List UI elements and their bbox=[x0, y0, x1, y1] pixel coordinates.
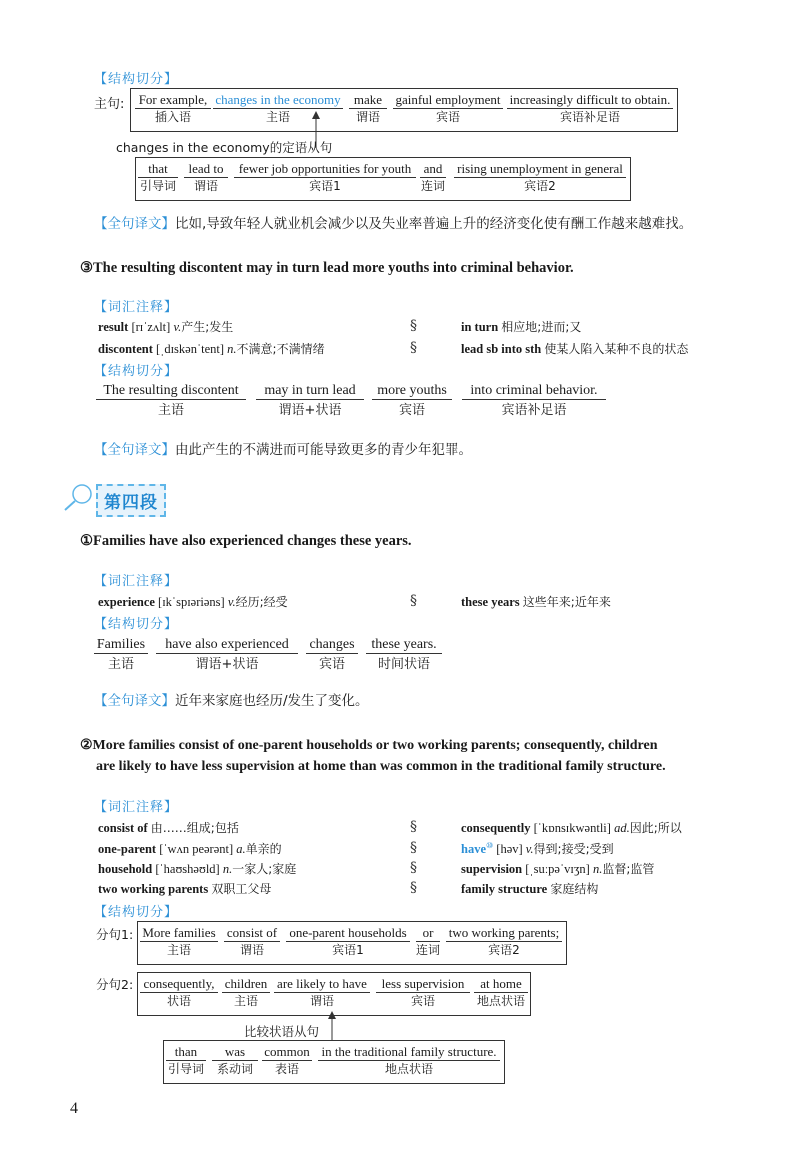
clause-2-label: 分句2: bbox=[96, 977, 134, 992]
translation: 【全句译文】近年来家庭也经历/发生了变化。 bbox=[94, 693, 369, 709]
vocab-item: result [rɪˈzʌlt] v.产生;发生 bbox=[98, 320, 234, 334]
segment: or 连词 bbox=[416, 925, 441, 957]
magnifier-icon bbox=[62, 482, 96, 512]
segment: Families 主语 bbox=[94, 636, 148, 676]
segment: rising unemployment in general 宾语2 bbox=[454, 160, 626, 195]
segment: consequently, 状语 bbox=[140, 975, 218, 1010]
divider: § bbox=[410, 880, 417, 896]
segment: consist of 谓语 bbox=[224, 924, 280, 959]
main-clause-label: 主句: bbox=[94, 97, 125, 112]
segment: make 谓语 bbox=[349, 91, 387, 126]
structure-row bbox=[94, 636, 454, 680]
segment: one-parent households 宾语1 bbox=[286, 924, 410, 959]
vocab-label: 【词汇注释】 bbox=[94, 300, 179, 315]
segment: More families 主语 bbox=[140, 924, 218, 959]
vocab-item: lead sb into sth 使某人陷入某种不良的状态 bbox=[461, 342, 689, 356]
segment: these years. 时间状语 bbox=[366, 636, 442, 676]
vocab-item: family structure 家庭结构 bbox=[461, 882, 599, 896]
vocab-item: one-parent [ˈwʌn peərənt] a.单亲的 bbox=[98, 842, 282, 856]
segment: into criminal behavior. 宾语补足语 bbox=[462, 382, 606, 422]
vocab-label: 【词汇注释】 bbox=[94, 574, 179, 589]
clause-1-box bbox=[137, 921, 567, 965]
segment: For example, 插入语 bbox=[135, 91, 211, 126]
arrow-up-icon bbox=[322, 1000, 342, 1040]
sentence-heading: ③The resulting discontent may in turn lead more youths into criminal behavior. bbox=[80, 260, 574, 276]
divider: § bbox=[410, 840, 417, 856]
vocab-item: two working parents 双职工父母 bbox=[98, 882, 272, 896]
divider: § bbox=[410, 593, 417, 609]
segment: at home 地点状语 bbox=[474, 975, 528, 1010]
sentence-heading: ②More families consist of one-parent households or two working parents; consequently, children bbox=[80, 738, 658, 753]
divider: § bbox=[410, 819, 417, 835]
vocab-item: consist of 由……组成;包括 bbox=[98, 821, 239, 835]
vocab-item: these years 这些年来;近年来 bbox=[461, 595, 611, 609]
divider: § bbox=[410, 318, 417, 334]
vocab-label: 【词汇注释】 bbox=[94, 800, 179, 815]
segment: that 引导词 bbox=[139, 161, 176, 193]
vocab-item: discontent [ˌdɪskənˈtent] n.不满意;不满情绪 bbox=[98, 342, 325, 356]
comparative-clause-box bbox=[163, 1040, 505, 1084]
divider: § bbox=[410, 340, 417, 356]
segment: in the traditional family structure. 地点状语 bbox=[318, 1043, 500, 1078]
structure-label: 【结构切分】 bbox=[94, 364, 179, 379]
segment: was 系动词 bbox=[212, 1043, 258, 1078]
divider: § bbox=[410, 860, 417, 876]
vocab-item: have⑩ [həv] v.得到;接受;受到 bbox=[461, 840, 614, 856]
vocab-item: experience [ɪkˈspɪəriəns] v.经历;经受 bbox=[98, 595, 288, 609]
structure-row bbox=[96, 382, 636, 426]
segment: gainful employment 宾语 bbox=[393, 91, 503, 126]
segment: than 引导词 bbox=[167, 1044, 204, 1076]
segment: and 连词 bbox=[420, 161, 445, 193]
segment: changes 宾语 bbox=[306, 636, 358, 676]
vocab-item: household [ˈhaʊshəʊld] n.一家人;家庭 bbox=[98, 862, 297, 876]
segment: changes in the economy 主语 bbox=[213, 91, 343, 126]
clause-note: 比较状语从句 bbox=[244, 1024, 320, 1039]
vocab-item: in turn 相应地;进而;又 bbox=[461, 320, 582, 334]
sentence-heading-cont: are likely to have less supervision at home than was common in the traditional family structure. bbox=[96, 759, 666, 774]
segment: two working parents; 宾语2 bbox=[446, 924, 562, 959]
segment: children 主语 bbox=[222, 975, 270, 1010]
segment: may in turn lead 谓语+状语 bbox=[256, 382, 364, 422]
main-clause-box bbox=[130, 88, 678, 132]
clause-box bbox=[135, 157, 631, 201]
clause-1-label: 分句1: bbox=[96, 927, 134, 942]
segment: increasingly difficult to obtain. 宾语补足语 bbox=[507, 91, 673, 126]
translation: 【全句译文】比如,导致年轻人就业机会减少以及失业率普遍上升的经济变化使有酬工作越来越难找。 bbox=[94, 216, 693, 232]
segment: less supervision 宾语 bbox=[376, 975, 470, 1010]
sentence-heading: ①Families have also experienced changes these years. bbox=[80, 533, 412, 549]
segment: common 表语 bbox=[262, 1043, 312, 1078]
translation: 【全句译文】由此产生的不满进而可能导致更多的青少年犯罪。 bbox=[94, 442, 472, 458]
segment: more youths 宾语 bbox=[372, 382, 452, 422]
paragraph-title: 第四段 bbox=[96, 484, 166, 517]
clause-note: changes in the economy的定语从句 bbox=[116, 140, 333, 155]
segment: have also experienced 谓语+状语 bbox=[156, 636, 298, 676]
segment: fewer job opportunities for youth 宾语1 bbox=[234, 160, 416, 195]
segment: The resulting discontent 主语 bbox=[96, 382, 246, 422]
structure-label: 【结构切分】 bbox=[94, 72, 179, 87]
vocab-item: supervision [ˌsuːpəˈvɪʒn] n.监督;监管 bbox=[461, 862, 655, 876]
structure-label: 【结构切分】 bbox=[94, 905, 179, 920]
segment: are likely to have 谓语 bbox=[274, 975, 370, 1010]
page-number: 4 bbox=[70, 1100, 78, 1117]
structure-label: 【结构切分】 bbox=[94, 617, 179, 632]
sense-mark-icon: ⑩ bbox=[486, 840, 494, 850]
segment: lead to 谓语 bbox=[184, 160, 228, 195]
vocab-item: consequently [ˈkɒnsɪkwəntli] ad.因此;所以 bbox=[461, 821, 682, 835]
